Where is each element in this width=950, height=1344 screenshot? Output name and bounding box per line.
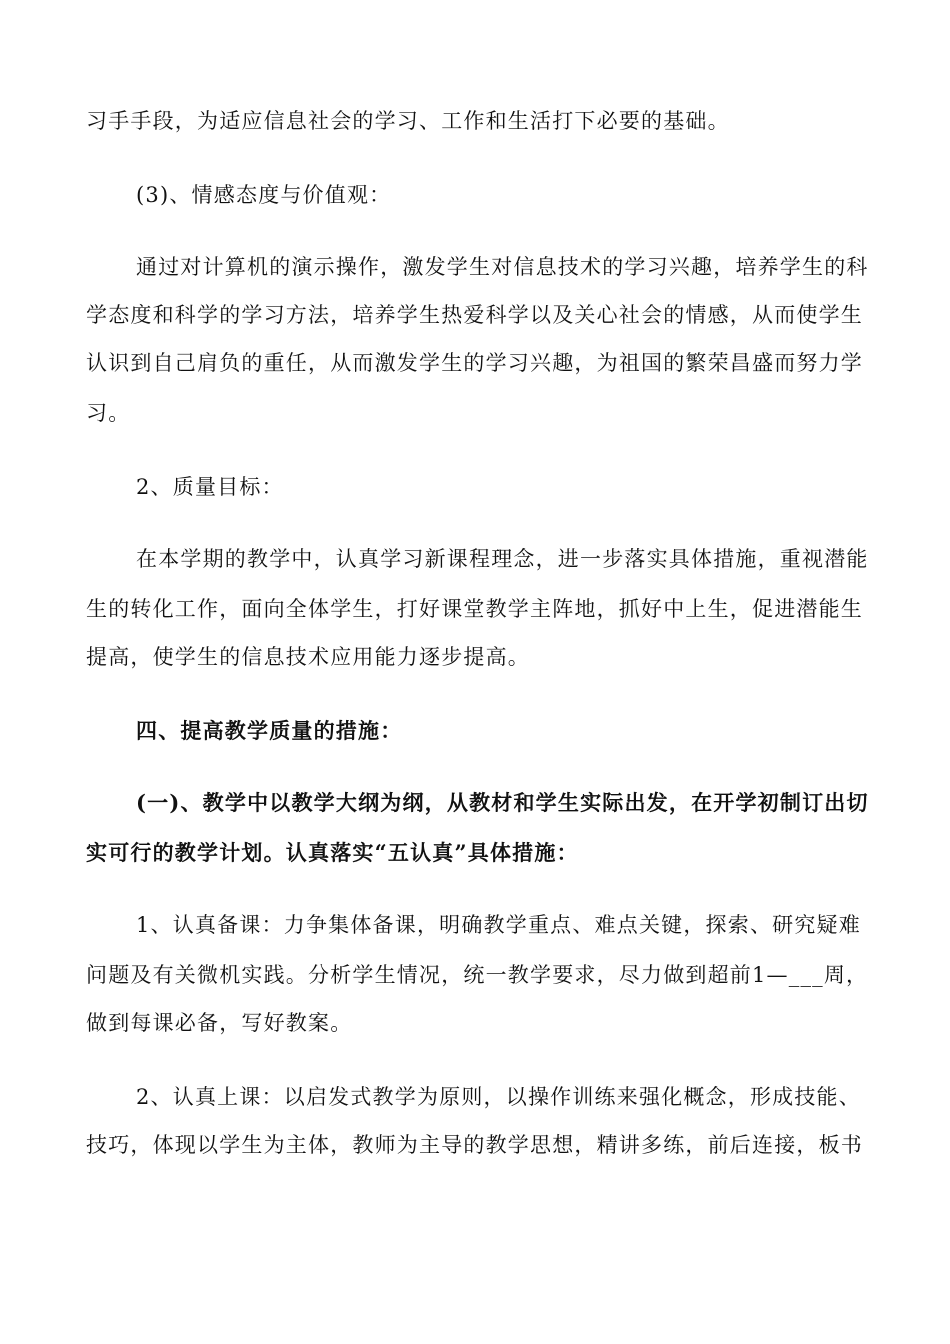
paragraph-line: 技巧，体现以学生为主体，教师为主导的教学思想，精讲多练，前后连接，板书 [86, 1133, 863, 1157]
section-heading: 2、质量目标： [136, 475, 284, 499]
paragraph-line: 学态度和科学的学习方法，培养学生热爱科学以及关心社会的情感，从而使学生 [86, 303, 863, 327]
section-heading: 四、提高教学质量的措施： [136, 718, 403, 743]
paragraph-line: 习手手段，为适应信息社会的学习、工作和生活打下必要的基础。 [86, 109, 730, 133]
paragraph-line: 生的转化工作，面向全体学生，打好课堂教学主阵地，抓好中上生，促进潜能生 [86, 597, 863, 621]
paragraph-line: 提高，使学生的信息技术应用能力逐步提高。 [86, 645, 530, 669]
bold-paragraph-line: 实可行的教学计划。认真落实“五认真”具体措施： [86, 840, 579, 865]
paragraph-line: 通过对计算机的演示操作，激发学生对信息技术的学习兴趣，培养学生的科 [136, 255, 869, 279]
section-heading: (3)、情感态度与价值观： [136, 183, 392, 207]
paragraph-line: 在本学期的教学中，认真学习新课程理念，进一步落实具体措施，重视潜能 [136, 547, 869, 571]
paragraph-line: 1、认真备课：力争集体备课，明确教学重点、难点关键，探索、研究疑难 [136, 913, 861, 937]
paragraph-line: 2、认真上课：以启发式教学为原则，以操作训练来强化概念，形成技能、 [136, 1085, 861, 1109]
bold-paragraph-line: (一)、教学中以教学大纲为纲，从教材和学生实际出发，在开学初制订出切 [136, 790, 869, 815]
paragraph-line: 问题及有关微机实践。分析学生情况，统一教学要求，尽力做到超前1—___周， [86, 963, 869, 987]
paragraph-line: 做到每课必备，写好教案。 [86, 1011, 353, 1035]
paragraph-line: 认识到自己肩负的重任，从而激发学生的学习兴趣，为祖国的繁荣昌盛而努力学 [86, 351, 863, 375]
paragraph-line: 习。 [86, 401, 131, 425]
